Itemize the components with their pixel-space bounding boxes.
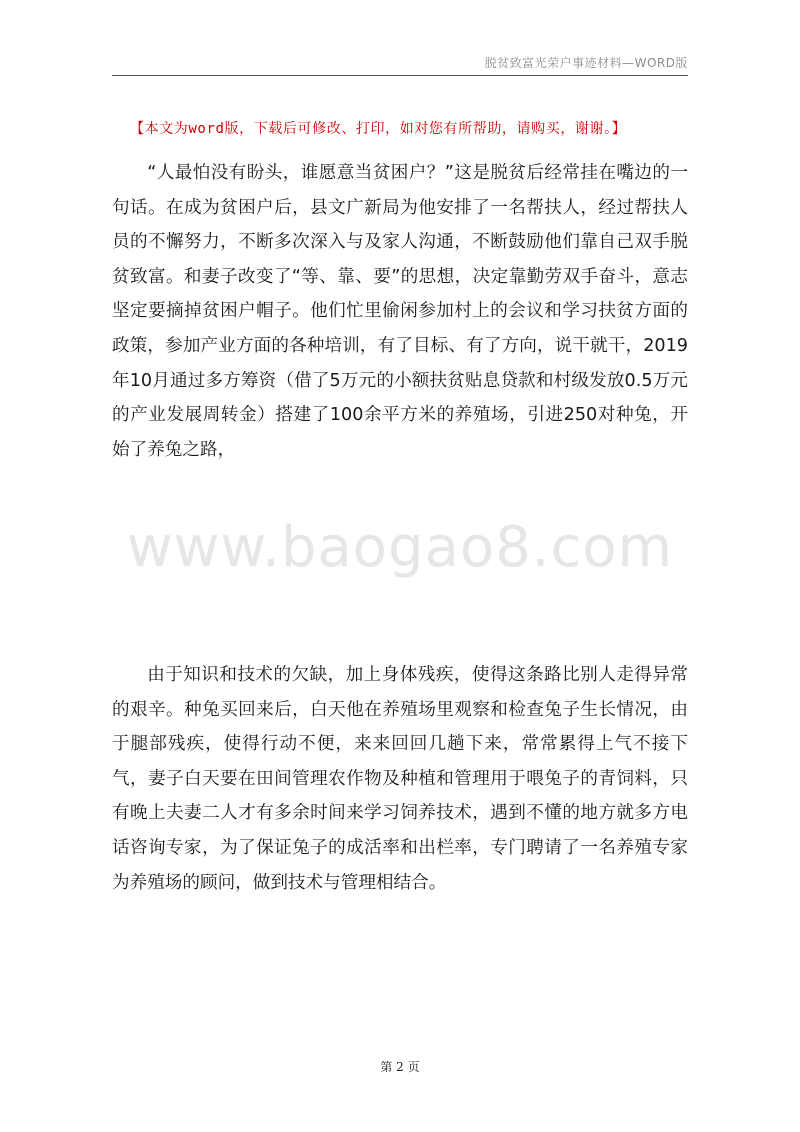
body-paragraph-2: 由于知识和技术的欠缺，加上身体残疾，使得这条路比别人走得异常的艰辛。种兔买回来后，白天他在养殖场里观察和检查兔子生长情况，由于腿部残疾，使得行动不便，来来回回几趟下来，常常累得上气不接下气，妻子白天要在田间管理农作物及种植和管理用于喂兔子的青饲料，只有晚上夫妻二人才有多余时间来学习饲养技术，遇到不懂的地方就多方电话咨询专家，为了保证兔子的成活率和出栏率，专门聘请了一名养殖专家为养殖场的顾问，做到技术与管理相结合。 bbox=[112, 665, 688, 893]
page-number: 第 2 页 bbox=[380, 1060, 420, 1074]
body-paragraph-1: “人最怕没有盼头，谁愿意当贫困户？”这是脱贫后经常挂在嘴边的一句话。在成为贫困户后，县文广新局为他安排了一名帮扶人，经过帮扶人员的不懈努力，不断多次深入与及家人沟通，不断鼓励他们靠自己双手脱贫致富。和妻子改变了“等、靠、要”的思想，决定靠勤劳双手奋斗，意志坚定要摘掉贫困户帽子。他们忙里偷闲参加村上的会议和学习扶贫方面的政策，参加产业方面的各种培训，有了目标、有了方向，说干就干，2019年10月通过多方筹资（借了5万元的小额扶贫贴息贷款和村级发放0.5万元的产业发展周转金）搭建了100余平方米的养殖场，引进250对种兔，开始了养兔之路， bbox=[112, 163, 688, 460]
download-notice: 【本文为word版，下载后可修改、打印，如对您有所帮助，请购买，谢谢。】 bbox=[130, 121, 627, 137]
page-header-title: 脱贫致富光荣户事迹材料—WORD版 bbox=[484, 56, 688, 70]
watermark: www.baogao8.com bbox=[126, 515, 674, 580]
header-divider bbox=[112, 75, 688, 76]
